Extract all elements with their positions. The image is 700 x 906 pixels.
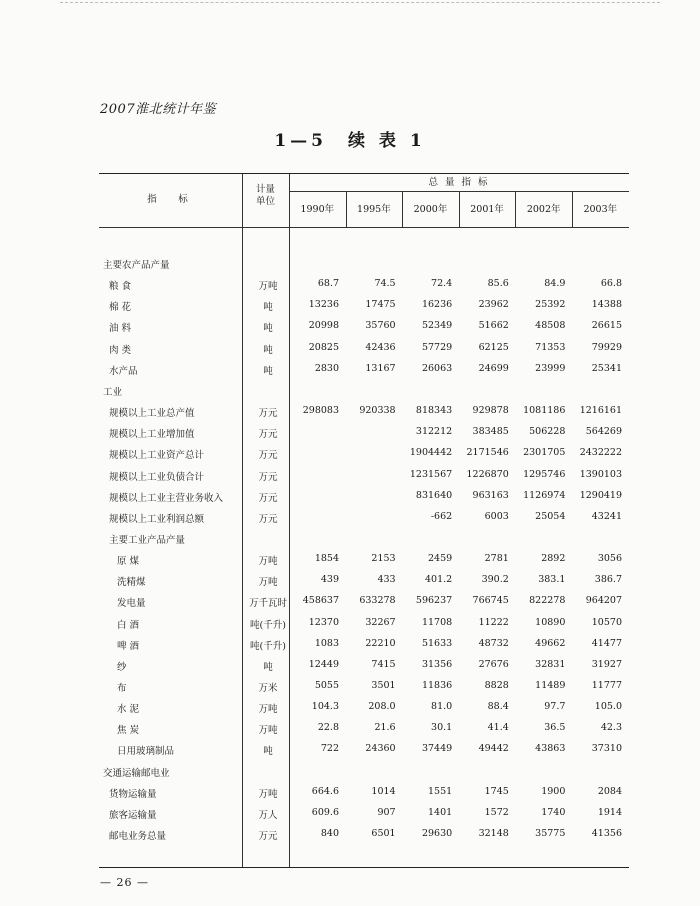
value-cell: 81.0 xyxy=(431,701,453,713)
row-unit: 万人 xyxy=(258,809,278,821)
value-cell: 104.3 xyxy=(311,701,339,713)
row-unit: 万元 xyxy=(258,408,278,420)
row-unit: 万元 xyxy=(258,471,278,483)
value-cell: 609.6 xyxy=(311,806,339,818)
value-cell: 2830 xyxy=(314,362,339,374)
value-cell: 1551 xyxy=(428,785,453,797)
value-cell: 22210 xyxy=(365,637,396,649)
value-cell: 43863 xyxy=(535,743,566,755)
value-cell: 16236 xyxy=(421,299,453,311)
value-cell: 1740 xyxy=(541,806,566,818)
value-cell: 41477 xyxy=(591,637,622,649)
value-cell: 383485 xyxy=(472,426,509,438)
value-cell: 25392 xyxy=(535,299,566,311)
row-unit: 吨 xyxy=(263,302,273,314)
row-label: 焦 炭 xyxy=(117,725,140,737)
value-cell: 8828 xyxy=(484,680,509,691)
value-cell: 32267 xyxy=(365,616,396,628)
value-cell: 298083 xyxy=(302,405,339,417)
value-cell: 822278 xyxy=(529,595,566,607)
year-header: 2001年 xyxy=(470,204,504,215)
row-unit: 万元 xyxy=(258,831,278,843)
value-cell: 2781 xyxy=(484,553,509,565)
row-label: 纱 xyxy=(117,661,127,673)
row-label: 货物运输量 xyxy=(109,788,157,800)
row-unit: 万吨 xyxy=(258,577,278,589)
value-cell: 2301705 xyxy=(523,447,566,459)
row-label: 油 料 xyxy=(109,323,132,335)
value-cell: 633278 xyxy=(359,595,396,607)
value-cell: 62125 xyxy=(478,341,509,353)
row-label: 规模以上工业利润总额 xyxy=(109,513,205,525)
value-cell: 564269 xyxy=(585,426,622,438)
row-label: 规模以上工业负债合计 xyxy=(109,471,205,483)
row-label: 日用玻璃制品 xyxy=(117,746,175,758)
value-cell: 71353 xyxy=(535,341,566,353)
value-cell: 11222 xyxy=(478,616,509,628)
value-cell: 6003 xyxy=(484,510,509,522)
value-cell: 24360 xyxy=(365,743,396,755)
value-cell: 49442 xyxy=(478,743,509,755)
value-cell: 11489 xyxy=(535,680,566,691)
value-cell: 1390103 xyxy=(579,468,622,480)
value-cell: 964207 xyxy=(585,595,622,607)
row-label: 肉 类 xyxy=(109,344,132,356)
value-cell: 963163 xyxy=(472,489,509,501)
value-cell: 2459 xyxy=(428,553,453,565)
row-label: 规模以上工业主营业务收入 xyxy=(109,492,224,504)
value-cell: 26063 xyxy=(421,362,453,374)
row-label: 布 xyxy=(117,683,127,694)
value-cell: 506228 xyxy=(529,426,566,438)
value-cell: 439 xyxy=(320,574,339,586)
row-unit: 吨 xyxy=(263,746,273,758)
value-cell: 6501 xyxy=(371,828,396,840)
value-cell: 1900 xyxy=(541,785,566,797)
value-cell: -662 xyxy=(430,510,453,522)
value-cell: 2084 xyxy=(597,785,622,797)
value-cell: 1081186 xyxy=(523,405,566,417)
row-label: 水产品 xyxy=(109,365,138,377)
value-cell: 1216161 xyxy=(579,405,622,417)
row-label: 主要农产品产量 xyxy=(103,260,170,271)
value-cell: 32148 xyxy=(478,828,509,840)
value-cell: 97.7 xyxy=(544,701,566,713)
row-label: 规模以上工业增加值 xyxy=(109,429,195,441)
row-label: 规模以上工业资产总计 xyxy=(109,450,205,462)
value-cell: 25054 xyxy=(535,510,566,522)
row-label: 原 煤 xyxy=(117,556,140,568)
value-cell: 1290419 xyxy=(579,489,622,501)
value-cell: 1231567 xyxy=(409,468,453,480)
value-cell: 1126974 xyxy=(523,489,566,501)
value-cell: 27676 xyxy=(478,658,509,670)
value-cell: 2171546 xyxy=(466,447,509,459)
value-cell: 1401 xyxy=(428,806,453,818)
value-cell: 1904442 xyxy=(409,447,453,459)
row-label: 水 泥 xyxy=(117,704,140,716)
row-unit: 吨 xyxy=(263,365,273,377)
value-cell: 11708 xyxy=(421,616,453,628)
value-cell: 48508 xyxy=(535,320,566,332)
row-unit: 万吨 xyxy=(258,704,278,716)
value-cell: 907 xyxy=(377,806,396,818)
row-unit: 万千瓦时 xyxy=(248,598,287,610)
value-cell: 831640 xyxy=(415,489,453,501)
value-cell: 929878 xyxy=(472,405,509,417)
value-cell: 3501 xyxy=(371,680,396,691)
value-cell: 458637 xyxy=(302,595,339,607)
value-cell: 1914 xyxy=(597,806,622,818)
row-unit: 万吨 xyxy=(258,281,278,293)
value-cell: 42436 xyxy=(365,341,396,353)
value-cell: 84.9 xyxy=(544,278,566,290)
value-cell: 35775 xyxy=(535,828,566,840)
row-label: 棉 花 xyxy=(109,302,132,314)
value-cell: 36.5 xyxy=(544,722,566,734)
value-cell: 920338 xyxy=(359,405,396,417)
row-label: 洗精煤 xyxy=(117,577,146,589)
value-cell: 596237 xyxy=(415,595,453,607)
value-cell: 11836 xyxy=(421,680,453,691)
value-cell: 818343 xyxy=(415,405,453,417)
row-label: 交通运输邮电业 xyxy=(103,767,170,779)
header-bottom-rule xyxy=(99,227,629,228)
value-cell: 72.4 xyxy=(431,278,453,290)
value-cell: 7415 xyxy=(371,658,396,670)
row-unit: 吨 xyxy=(263,344,273,356)
row-label: 白 酒 xyxy=(117,619,140,631)
value-cell: 29630 xyxy=(421,828,453,840)
value-cell: 42.3 xyxy=(600,722,622,734)
value-cell: 21.6 xyxy=(374,722,396,734)
value-cell: 401.2 xyxy=(424,574,453,586)
year-header: 1990年 xyxy=(300,204,335,215)
value-cell: 14388 xyxy=(591,299,622,311)
row-label: 工业 xyxy=(103,386,123,398)
value-cell: 766745 xyxy=(472,595,509,607)
value-cell: 24699 xyxy=(478,362,509,374)
row-unit: 吨(千升) xyxy=(250,640,286,652)
value-cell: 37310 xyxy=(591,743,622,755)
value-cell: 25341 xyxy=(591,362,622,374)
value-cell: 12449 xyxy=(308,658,339,670)
value-cell: 12370 xyxy=(308,616,339,628)
value-cell: 30.1 xyxy=(431,722,453,734)
page-title: 1—5 续 表 1 xyxy=(274,131,426,151)
value-cell: 13167 xyxy=(365,362,396,374)
statistics-table xyxy=(99,173,629,868)
value-cell: 11777 xyxy=(591,680,622,691)
value-cell: 20998 xyxy=(308,320,339,332)
row-label: 主要工业产品产量 xyxy=(109,534,186,546)
value-cell: 722 xyxy=(320,743,339,755)
yearbook-header: 2007淮北统计年鉴 xyxy=(100,102,217,117)
value-cell: 2153 xyxy=(371,553,396,565)
value-cell: 664.6 xyxy=(311,785,339,797)
year-header: 2000年 xyxy=(413,204,448,215)
value-cell: 74.5 xyxy=(374,278,396,290)
row-label: 发电量 xyxy=(117,598,146,610)
value-cell: 88.4 xyxy=(487,701,509,713)
row-label: 规模以上工业总产值 xyxy=(109,408,195,420)
row-label: 旅客运输量 xyxy=(109,809,157,821)
value-cell: 49662 xyxy=(535,637,566,649)
value-cell: 1295746 xyxy=(523,468,566,480)
year-header: 1995年 xyxy=(357,204,391,215)
value-cell: 1083 xyxy=(314,637,339,649)
value-cell: 48732 xyxy=(478,637,509,649)
value-cell: 312212 xyxy=(415,426,453,438)
row-unit: 万吨 xyxy=(258,725,278,737)
value-cell: 2892 xyxy=(541,553,566,565)
value-cell: 390.2 xyxy=(481,574,509,586)
value-cell: 35760 xyxy=(365,320,396,332)
value-cell: 85.6 xyxy=(487,278,509,290)
value-cell: 1745 xyxy=(484,785,509,797)
year-header: 2002年 xyxy=(526,204,561,215)
row-unit: 吨(千升) xyxy=(250,619,286,631)
value-cell: 386.7 xyxy=(594,574,622,586)
value-cell: 31356 xyxy=(421,658,453,670)
value-cell: 31927 xyxy=(591,658,622,670)
top-dashed-rule xyxy=(60,2,660,3)
value-cell: 23962 xyxy=(478,299,509,311)
value-cell: 79929 xyxy=(591,341,622,353)
row-label: 粮 食 xyxy=(109,281,132,293)
unit-column-header: 计量 单位 xyxy=(255,184,275,207)
indicator-column-header: 指 标 xyxy=(147,194,194,205)
value-cell: 68.7 xyxy=(317,278,339,290)
value-cell: 5055 xyxy=(314,680,339,691)
value-cell: 20825 xyxy=(308,341,339,353)
value-cell: 22.8 xyxy=(317,722,339,734)
row-unit: 万元 xyxy=(258,492,278,504)
row-label: 啤 酒 xyxy=(117,640,140,652)
value-cell: 17475 xyxy=(365,299,396,311)
value-cell: 41.4 xyxy=(487,722,509,734)
value-cell: 383.1 xyxy=(538,574,566,586)
row-unit: 万元 xyxy=(258,450,278,462)
value-cell: 105.0 xyxy=(594,701,622,713)
value-cell: 1226870 xyxy=(466,468,509,480)
value-cell: 208.0 xyxy=(368,701,396,713)
value-cell: 433 xyxy=(377,574,396,586)
value-cell: 1014 xyxy=(371,785,396,797)
value-cell: 43241 xyxy=(591,510,622,522)
value-cell: 23999 xyxy=(535,362,566,374)
row-unit: 万元 xyxy=(258,429,278,441)
value-cell: 10890 xyxy=(535,616,566,628)
row-unit: 吨 xyxy=(263,323,273,335)
value-cell: 32831 xyxy=(535,658,566,670)
row-unit: 万吨 xyxy=(258,556,278,568)
value-cell: 1572 xyxy=(484,806,509,818)
row-unit: 万吨 xyxy=(258,788,278,800)
value-cell: 51662 xyxy=(478,320,509,332)
value-cell: 26615 xyxy=(591,320,622,332)
value-cell: 41356 xyxy=(591,828,622,840)
page-number: — 26 — xyxy=(100,876,149,889)
value-cell: 13236 xyxy=(308,299,339,311)
year-header: 2003年 xyxy=(583,204,618,215)
row-unit: 吨 xyxy=(263,661,273,673)
value-cell: 57729 xyxy=(421,341,453,353)
value-cell: 37449 xyxy=(421,743,453,755)
value-cell: 1854 xyxy=(314,553,339,565)
value-cell: 52349 xyxy=(421,320,453,332)
value-cell: 66.8 xyxy=(600,278,622,290)
group-column-header: 总 量 指 标 xyxy=(428,177,490,188)
value-cell: 2432222 xyxy=(579,447,622,459)
value-cell: 51633 xyxy=(421,637,453,649)
row-label: 邮电业务总量 xyxy=(109,831,167,843)
value-cell: 3056 xyxy=(597,553,622,565)
value-cell: 840 xyxy=(320,828,339,840)
value-cell: 10570 xyxy=(591,616,622,628)
row-unit: 万米 xyxy=(258,683,278,694)
row-unit: 万元 xyxy=(258,513,278,525)
